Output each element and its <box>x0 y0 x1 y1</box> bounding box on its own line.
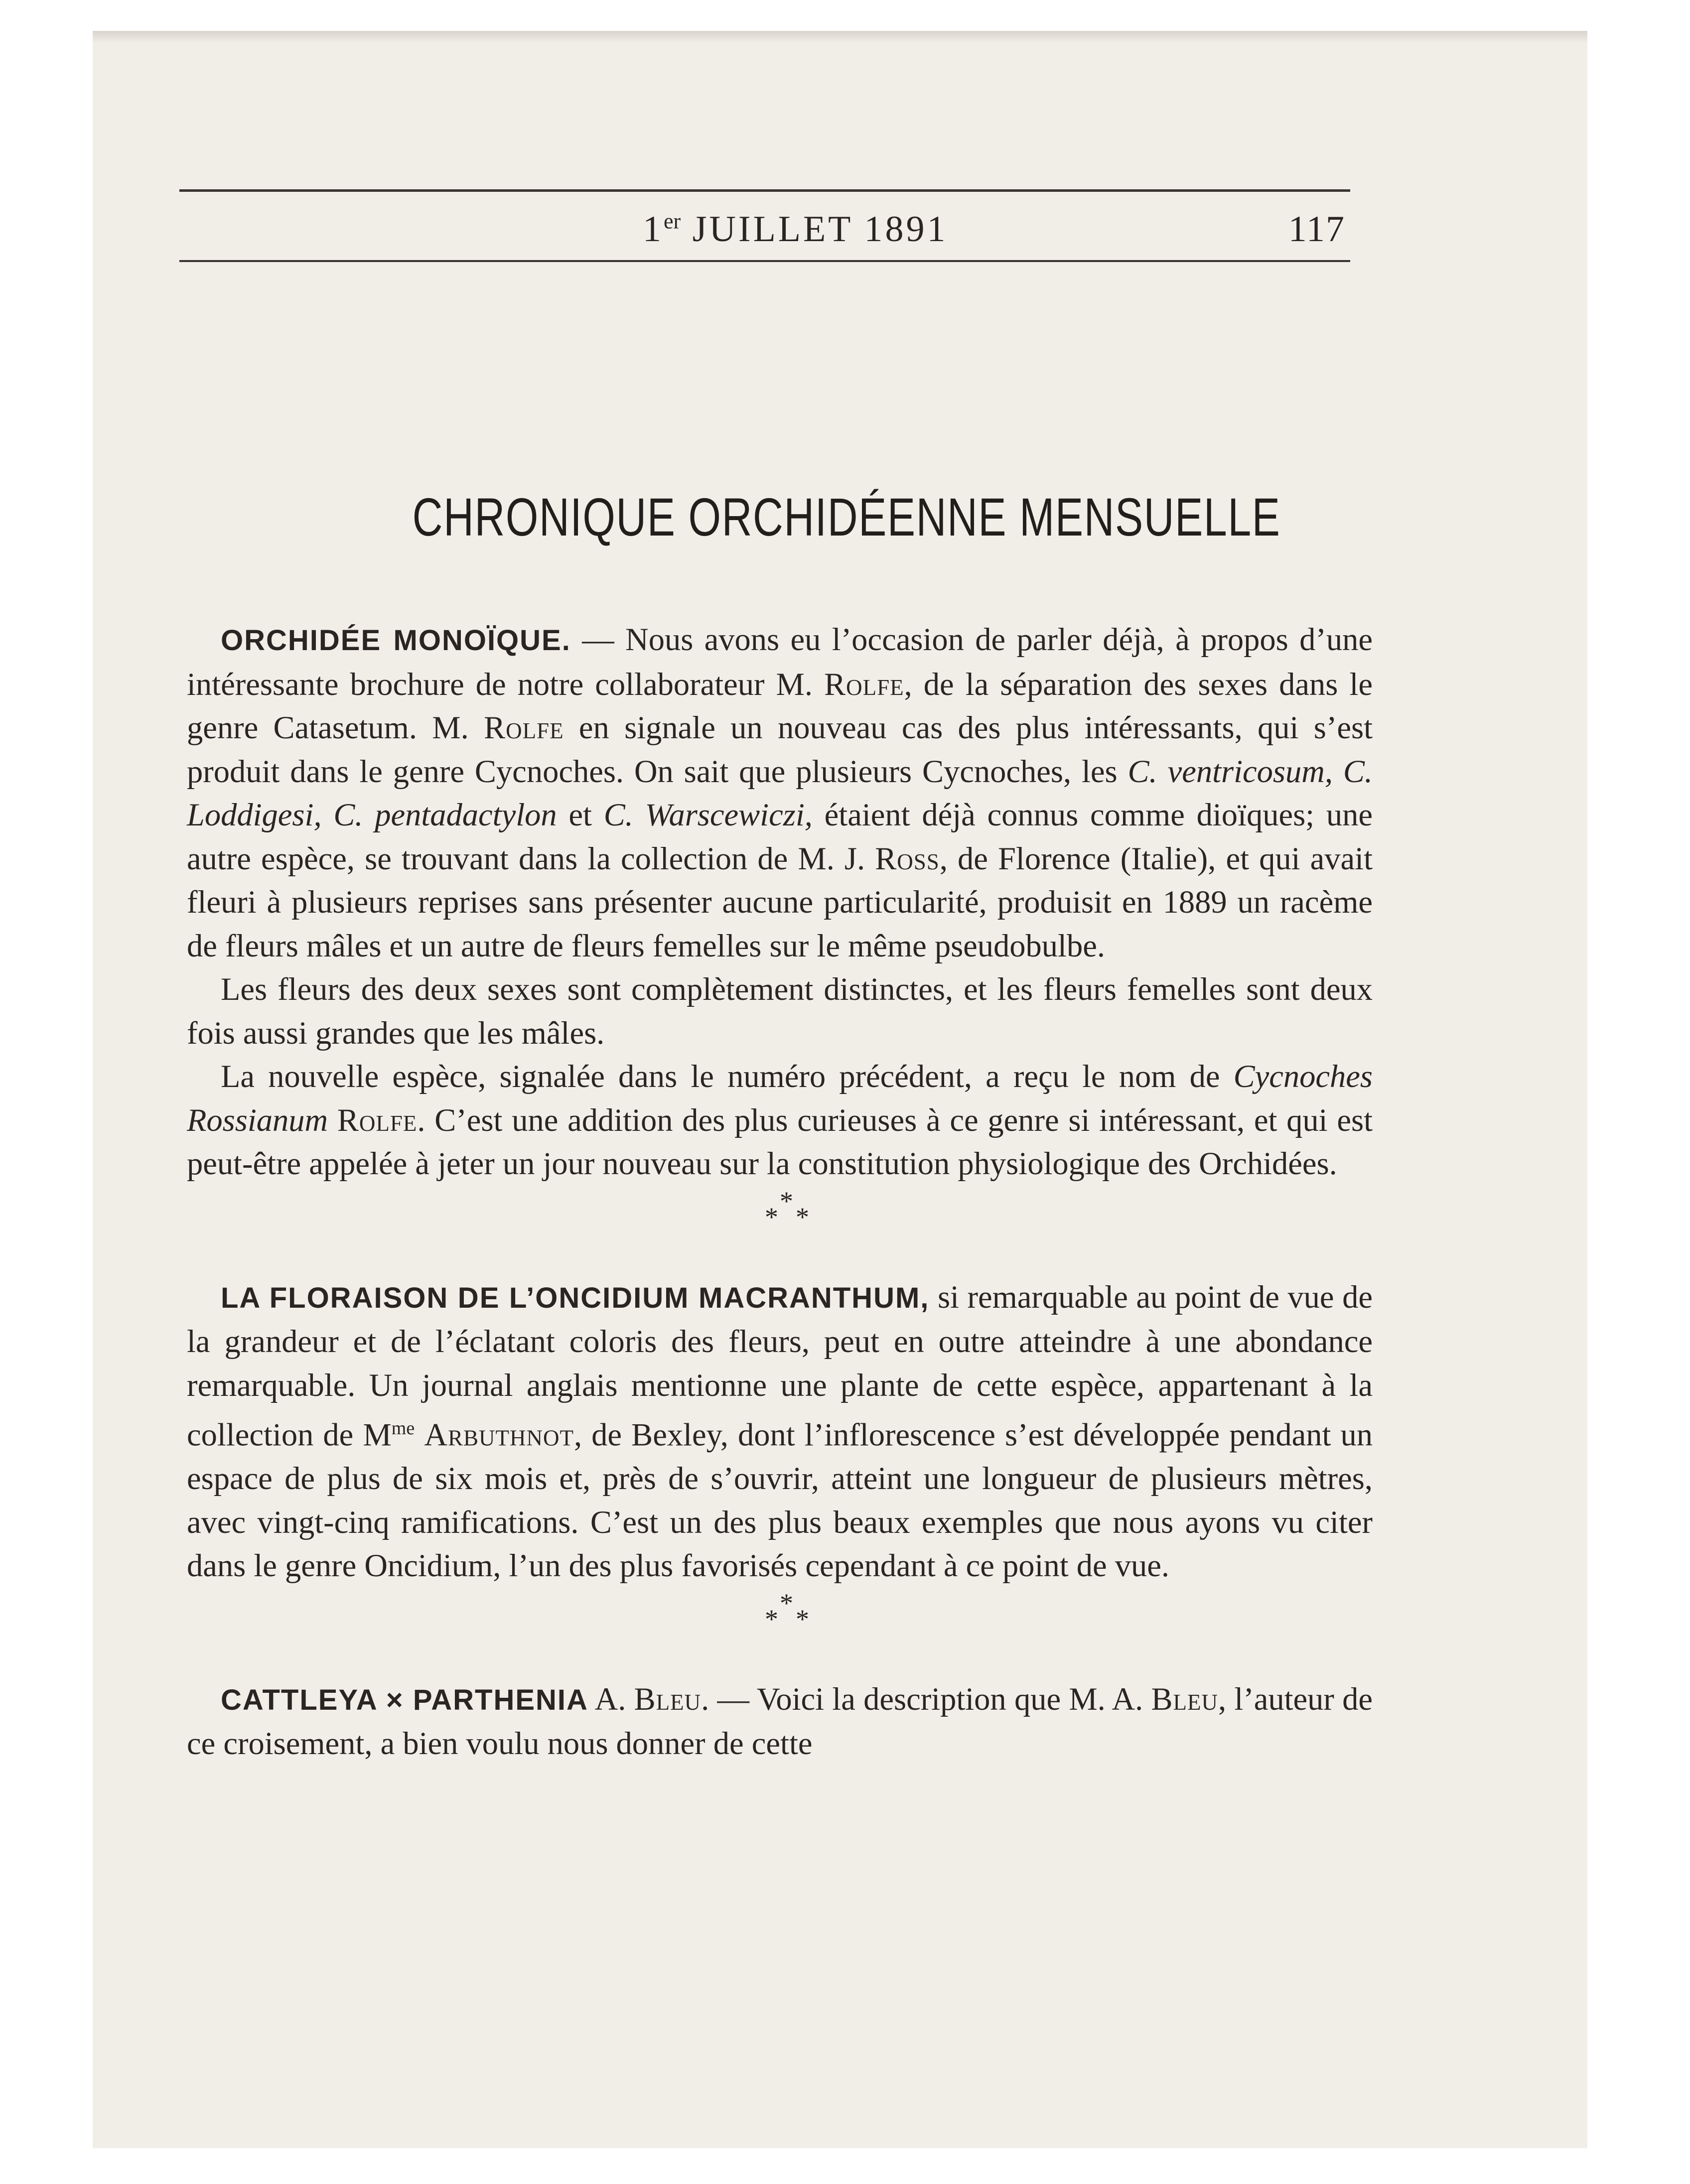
chronicle-title: CHRONIQUE ORCHIDÉENNE MENSUELLE <box>412 487 1281 547</box>
article-body <box>187 618 1373 1766</box>
section-heading: LA FLORAISON DE L’ONCIDIUM MACRANTHUM, <box>221 1281 930 1314</box>
paragraph-orchidee-monoique: ORCHIDÉE MONOÏQUE. — Nous avons eu l’occasion de parler déjà, à propos d’une intéressante brochure de notre collaborateur M. Rolfe, de la séparation des sexes dans le genre Catasetum. M. Rolfe en signale un nouveau cas des plus intéressants, qui s’est produit dans le genre Cycnoches. On sait que plusieurs Cycnoches, les C. ventricosum, C. Loddigesi, C. pentadactylon et C. Warscewiczi, étaient déjà connus comme dioïques; une autre espèce, se trouvant dans la collection de M. J. Ross, de Florence (Italie), et qui avait fleuri à plusieurs reprises sans présenter aucune particularité, produisit en 1889 un racème de fleurs mâles et un autre de fleurs femelles sur le même pseudobulbe. <box>187 622 1373 963</box>
paragraph: La nouvelle espèce, signalée dans le numéro précédent, a reçu le nom de Cycnoches Rossianum Rolfe. C’est une addition des plus curieuses à ce genre si intéressant, et qui est peut-être appelée à jeter un jour nouveau sur la constitution physiologique des Orchidées. <box>187 1059 1373 1181</box>
asterism-separator: * * * <box>765 1186 809 1232</box>
asterism-separator: * * * <box>765 1588 809 1634</box>
header-rule-bottom <box>179 260 1350 262</box>
section-heading: CATTLEYA × PARTHENIA <box>221 1683 588 1716</box>
paragraph: Les fleurs des deux sexes sont complètement distinctes, et les fleurs femelles sont deux fois aussi grandes que les mâles. <box>187 971 1373 1051</box>
running-head <box>179 199 1350 254</box>
page-number: 117 <box>1288 209 1345 250</box>
header-rule-top <box>179 189 1350 192</box>
header-date: 1er JUILLET 1891 <box>643 209 948 250</box>
paragraph-oncidium: LA FLORAISON DE L’ONCIDIUM MACRANTHUM, si remarquable au point de vue de la grandeur et de l’éclatant coloris des fleurs, peut en outre atteindre à une abondance remarquable. Un journal anglais mentionne une plante de cette espèce, appartenant à la collection de $M^{me}$ Arbuthnot, de Bexley, dont l’inflorescence s’est développée pendant un espace de plus de six mois et, près de s’ouvrir, atteint une longueur de plusieurs mètres, avec vingt-cinq ramifications. C’est un des plus beaux exemples que nous ayons vu citer dans le genre Oncidium, l’un des plus favorisés cependant à ce point de vue. <box>187 1279 1373 1583</box>
section-heading: ORCHIDÉE MONOÏQUE. <box>221 624 571 657</box>
paragraph-cattleya: CATTLEYA × PARTHENIA A. Bleu. — Voici la description que M. A. Bleu, l’auteur de ce croisement, a bien voulu nous donner de cette <box>187 1681 1373 1761</box>
